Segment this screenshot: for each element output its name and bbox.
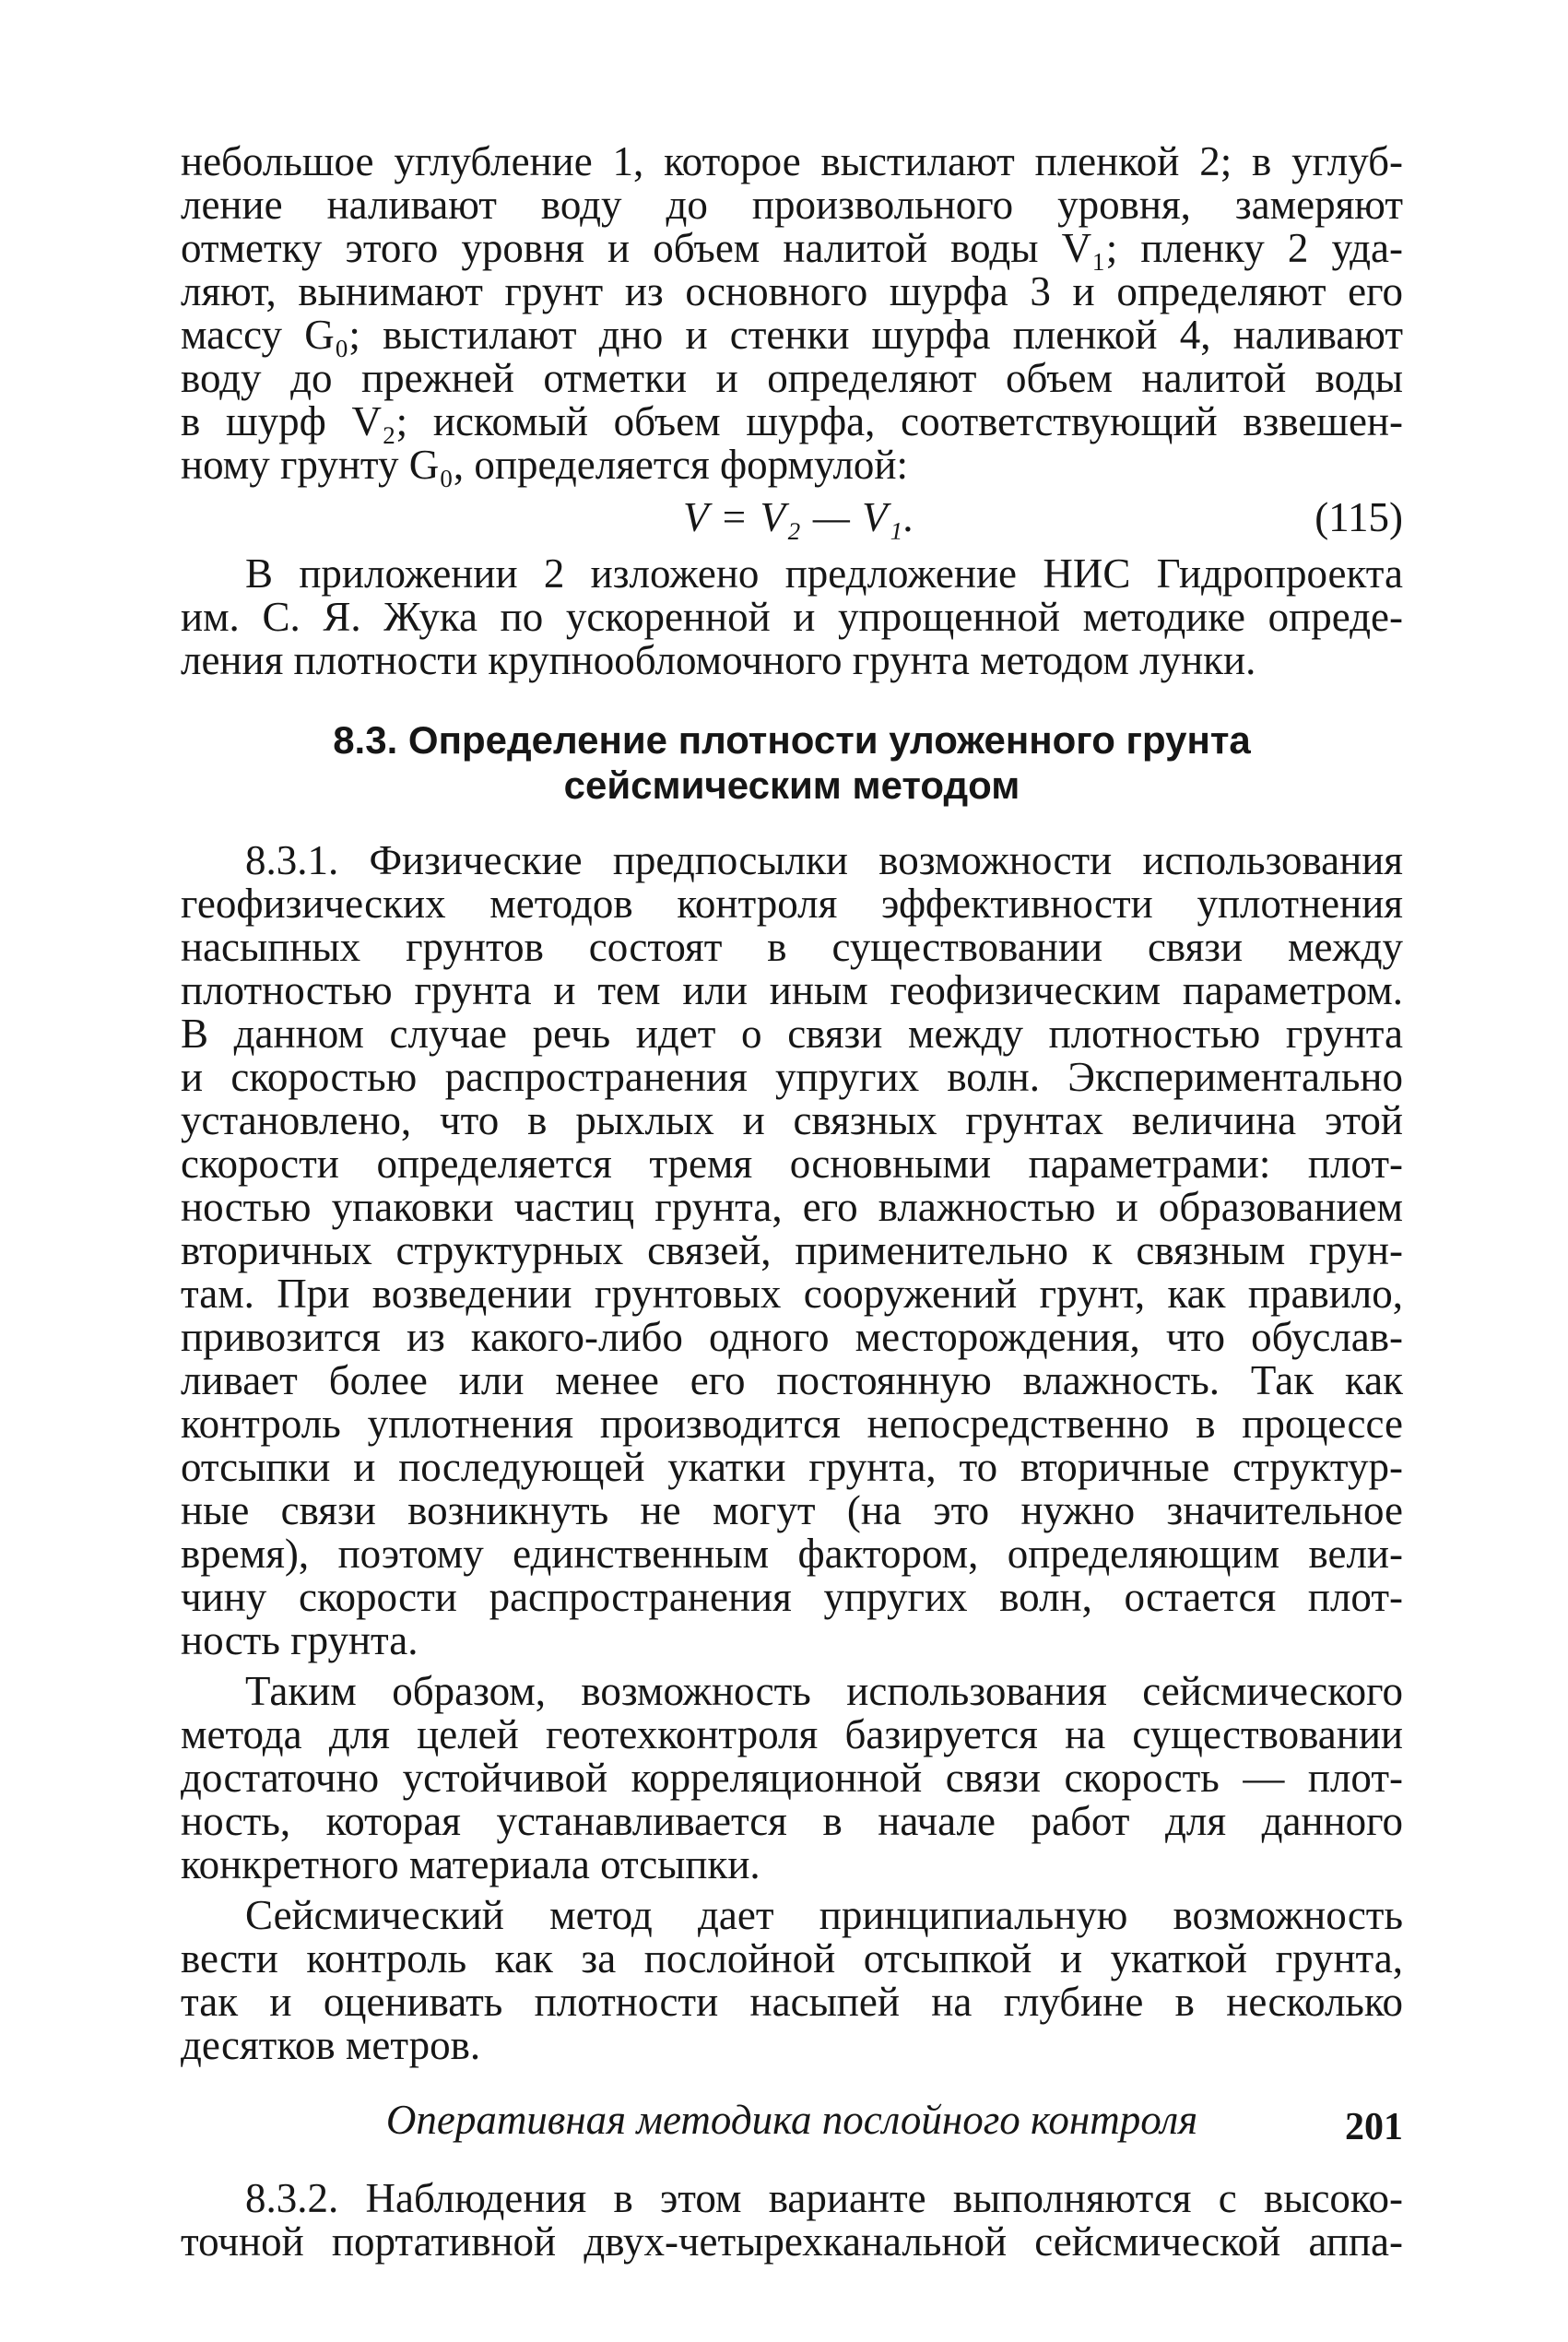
text-line: установлено, что в рыхлых и связных грунтах величина этой [181, 1097, 1403, 1143]
text-line: ные связи возникнуть не могут (на это нужно значительное [181, 1487, 1403, 1533]
text-line: массу G₀; выстилают дно и стенки шурфа пленкой 4, наливают [181, 312, 1403, 358]
text-line: точной портативной двух-четырехканальной сейсмической аппа- [181, 2218, 1403, 2265]
formula-number: (115) [1315, 494, 1403, 540]
text-line: метода для целей геотехконтроля базируется на существовании [181, 1711, 1403, 1757]
text-line: В приложении 2 изложено предложение НИС Гидропроекта [245, 550, 1403, 597]
text-line: ностью упаковки частиц грунта, его влажностью и образованием [181, 1184, 1403, 1230]
text-line: достаточно устойчивой корреляционной связи скорость — плот- [181, 1755, 1403, 1801]
text-line: вторичных структурных связей, применительно к связным грун- [181, 1227, 1403, 1273]
text-line: насыпных грунтов состоят в существовании связи между [181, 924, 1403, 970]
text-line: им. С. Я. Жука по ускоренной и упрощенной методике опреде- [181, 594, 1403, 640]
paragraph-2 [181, 552, 1403, 682]
section-heading [181, 717, 1403, 808]
formula-row [181, 496, 1403, 539]
paragraph-5 [181, 1894, 1403, 2067]
text-line: ность грунта. [181, 1617, 419, 1663]
text-line: время), поэтому единственным фактором, определяющим вели- [181, 1531, 1403, 1577]
formula: V = V₂ — V₁. [683, 494, 915, 540]
text-line: воду до прежней отметки и определяют объем налитой воды [181, 355, 1403, 401]
text-line: Сейсмический метод дает принципиальную возможность [245, 1892, 1403, 1938]
paragraph-1 [181, 140, 1403, 487]
text-line: Таким образом, возможность использования сейсмического [245, 1668, 1403, 1714]
text-line: отсыпки и последующей укатки грунта, то вторичные структур- [181, 1444, 1403, 1490]
text-line: ливает более или менее его постоянную влажность. Так как [181, 1357, 1403, 1403]
text-line: привозится из какого-либо одного месторождения, что обуслав- [181, 1314, 1403, 1360]
text-line: плотностью грунта и тем или иным геофизическим параметром. [181, 967, 1403, 1013]
text-line: чину скорости распространения упругих волн, остается плот- [181, 1574, 1403, 1620]
paragraph-6 [181, 2177, 1403, 2264]
paragraph-4 [181, 1670, 1403, 1887]
text-line: ляют, вынимают грунт из основного шурфа 3 и определяют его [181, 268, 1403, 314]
text-line: десятков метров. [181, 2022, 481, 2068]
text-line: скорости определяется тремя основными параметрами: плот- [181, 1141, 1403, 1187]
subsection-heading: Оперативная методика послойного контроля [385, 2097, 1198, 2143]
text-line: ному грунту G₀, определяется формулой: [181, 442, 909, 488]
text-line: так и оценивать плотности насыпей на глубине в несколько [181, 1979, 1403, 2025]
text-line: небольшое углубление 1, которое выстилают пленкой 2; в углуб- [181, 138, 1403, 184]
text-line: в шурф V₂; искомый объем шурфа, соответствующий взвешен- [181, 398, 1403, 444]
text-line: В данном случае речь идет о связи между плотностью грунта [181, 1011, 1403, 1057]
paragraph-3 [181, 839, 1403, 1662]
text-line: 8.3.2. Наблюдения в этом варианте выполняются с высоко- [245, 2175, 1403, 2221]
text-line: ность, которая устанавливается в начале работ для данного [181, 1798, 1403, 1844]
section-heading-line: сейсмическим методом [563, 763, 1020, 807]
text-line: контроль уплотнения производится непосредственно в процессе [181, 1401, 1403, 1447]
section-heading-line: 8.3. Определение плотности уложенного грунта [333, 718, 1251, 762]
text-line: геофизических методов контроля эффективности уплотнения [181, 881, 1403, 927]
text-line: конкретного материала отсыпки. [181, 1841, 760, 1887]
text-line: 8.3.1. Физические предпосылки возможности использования [245, 837, 1403, 883]
text-line: там. При возведении грунтовых сооружений грунт, как правило, [181, 1271, 1403, 1317]
text-line: ление наливают воду до произвольного уровня, замеряют [181, 182, 1403, 228]
text-line: и скоростью распространения упругих волн. Экспериментально [181, 1054, 1403, 1100]
text-line: ления плотности крупнообломочного грунта методом лунки. [181, 637, 1256, 683]
page-number: 201 [1345, 2106, 1403, 2148]
text-line: отметку этого уровня и объем налитой воды V₁; пленку 2 уда- [181, 225, 1403, 271]
page-body [181, 140, 1403, 2264]
text-line: вести контроль как за послойной отсыпкой и укаткой грунта, [181, 1935, 1403, 1981]
